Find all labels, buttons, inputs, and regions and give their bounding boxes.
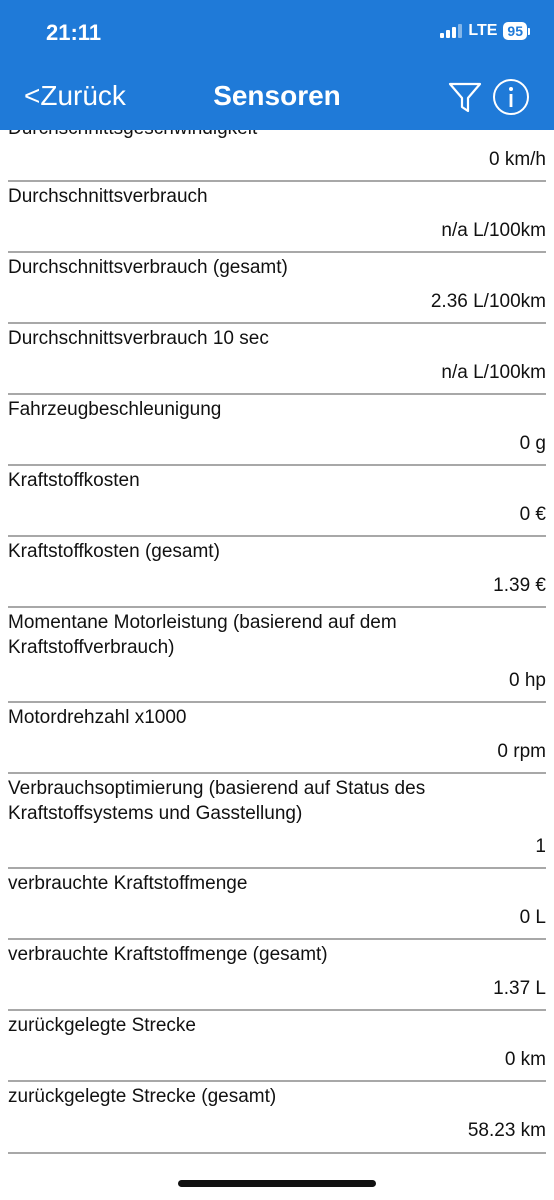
divider [8, 1152, 546, 1154]
status-indicators [440, 22, 530, 40]
sensor-label: zurückgelegte Strecke (gesamt) [8, 1086, 277, 1107]
sensor-label: zurückgelegte Strecke [8, 1015, 196, 1036]
sensor-label: Durchschnittsverbrauch [8, 186, 208, 207]
sensor-value: 1.37 L [493, 978, 546, 999]
divider [8, 535, 546, 537]
sensor-label: Motordrehzahl x1000 [8, 707, 187, 728]
nav-header [0, 0, 554, 130]
battery-icon [503, 22, 530, 40]
sensor-value: 1 [535, 836, 546, 857]
divider [8, 393, 546, 395]
info-icon[interactable] [492, 78, 530, 116]
sensor-label: verbrauchte Kraftstoffmenge (gesamt) [8, 944, 328, 965]
divider [8, 867, 546, 869]
status-time: 21:11 [46, 20, 102, 45]
page-title: Sensoren [213, 80, 341, 111]
battery-level: 95 [503, 22, 527, 40]
divider [8, 701, 546, 703]
divider [8, 464, 546, 466]
divider [8, 1009, 546, 1011]
divider [8, 772, 546, 774]
sensor-value: 0 rpm [497, 741, 546, 762]
divider [8, 938, 546, 940]
divider [8, 251, 546, 253]
divider [8, 180, 546, 182]
sensor-value: 0 km/h [488, 149, 546, 170]
sensor-label: Durchschnittsverbrauch (gesamt) [8, 257, 288, 278]
sensor-label: Durchschnittsverbrauch 10 sec [8, 328, 269, 349]
sensor-label: Kraftstoffkosten (gesamt) [8, 541, 220, 562]
back-button[interactable]: <Zurück [24, 80, 126, 111]
network-type: LTE [468, 22, 498, 39]
filter-icon[interactable] [446, 78, 484, 116]
sensor-label: Momentane Motorleistung (basierend auf dem Kraftstoffverbrauch) [8, 612, 397, 658]
home-indicator[interactable] [178, 1180, 376, 1187]
sensor-value: 0 hp [509, 670, 546, 691]
sensor-label: verbrauchte Kraftstoffmenge [8, 873, 248, 894]
sensor-value: 0 g [519, 433, 546, 454]
sensor-value: n/a L/100km [441, 220, 546, 241]
sensor-value: 0 L [519, 907, 546, 928]
sensor-value: 58.23 km [467, 1120, 546, 1141]
signal-strength-icon [440, 24, 462, 38]
sensor-value: 2.36 L/100km [430, 291, 546, 312]
divider [8, 606, 546, 608]
sensor-value: 0 € [519, 504, 546, 525]
sensor-label: Fahrzeugbeschleunigung [8, 399, 222, 420]
sensor-label: Verbrauchsoptimierung (basierend auf Status des Kraftstoffsystems und Gasstellung) [8, 778, 426, 824]
divider [8, 1080, 546, 1082]
sensor-value: 1.39 € [493, 575, 546, 596]
sensor-value: 0 km [504, 1049, 546, 1070]
divider [8, 322, 546, 324]
sensor-value: n/a L/100km [441, 362, 546, 383]
sensor-label: Kraftstoffkosten [8, 470, 140, 491]
